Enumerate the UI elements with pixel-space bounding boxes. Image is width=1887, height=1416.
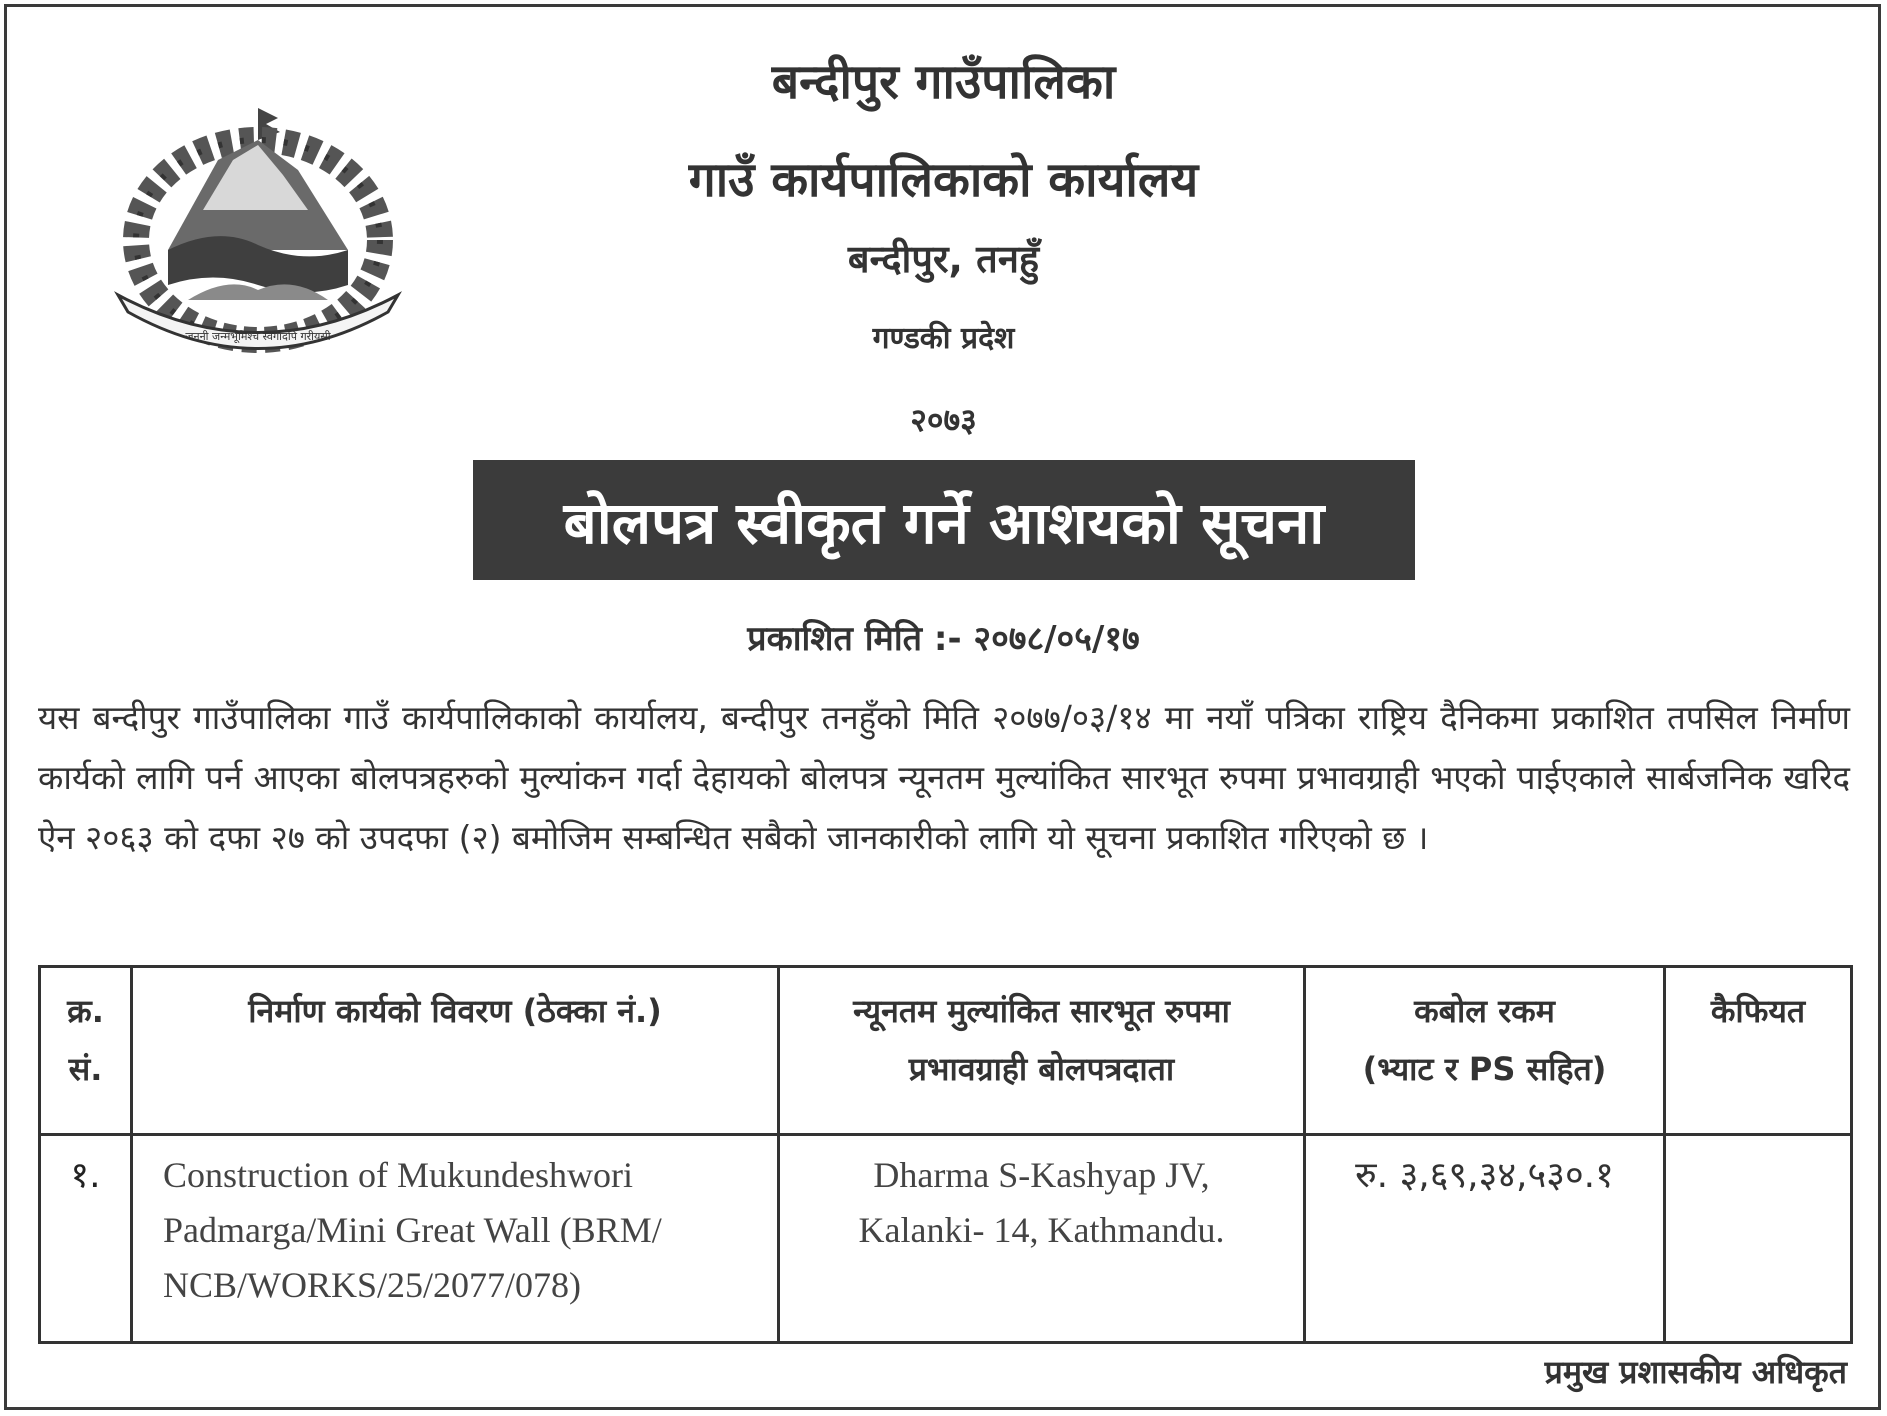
published-date: प्रकाशित मिति :- २०७८/०५/१७ [747, 619, 1140, 659]
office-address: बन्दीपुर, तनहुँ [847, 237, 1040, 281]
bidder-line2: Kalanki- 14, Kathmandu. [858, 1210, 1225, 1250]
table-row [40, 1135, 1852, 1343]
bid-table [38, 965, 1853, 1344]
header-remarks [1665, 967, 1852, 1135]
header-amount [1305, 967, 1665, 1135]
header-bidder-line2: प्रभावग्राही बोलपत्रदाता [908, 1050, 1175, 1088]
header-description [132, 967, 779, 1135]
header-bidder-line1: न्यूनतम मुल्यांकित सारभूत रुपमा [853, 992, 1230, 1030]
notice-title-banner [473, 460, 1415, 580]
cell-serial-number: १. [40, 1135, 132, 1343]
table-header-row [40, 967, 1852, 1135]
bidder-line1: Dharma S-Kashyap JV, [873, 1155, 1210, 1195]
office-name: गाउँ कार्यपालिकाको कार्यालय [688, 152, 1199, 208]
signatory-title: प्रमुख प्रशासकीय अधिकृत [1544, 1353, 1847, 1391]
header-serial-number [40, 967, 132, 1135]
cell-bidder [779, 1135, 1305, 1343]
cell-remarks [1665, 1135, 1852, 1343]
desc-line3: NCB/WORKS/25/2077/078) [163, 1265, 582, 1305]
header-sn-line2: सं. [68, 1050, 103, 1088]
header-amount-line2: (भ्याट र PS सहित) [1362, 1050, 1607, 1088]
municipality-name: बन्दीपुर गाउँपालिका [771, 54, 1116, 110]
established-year: २०७३ [910, 401, 977, 439]
header-amount-line1: कबोल रकम [1414, 992, 1555, 1030]
header-bidder [779, 967, 1305, 1135]
notice-body: यस बन्दीपुर गाउँपालिका गाउँ कार्यपालिकाको कार्यालय, बन्दीपुर तनहुँको मिति २०७७/०३/१४ मा नयाँ पत्रिका राष्ट्रिय दैनिकमा प्रकाशित तपसिल निर्माण कार्यको लागि पर्न आएका बोलपत्रहरुको मुल्यांकन गर्दा देहायको बोलपत्र न्यूनतम मुल्यांकित सारभूत रुपमा प्रभावग्राही भएको पाईएकाले सार्बजनिक खरिद ऐन २०६३ को दफा २७ को उपदफा (२) बमोजिम सम्बन्धित सबैको जानकारीको लागि यो सूचना प्रकाशित गरिएको छ । [38, 698, 1850, 857]
cell-bid-amount: रु. ३,६९,३४,५३०.१ [1305, 1135, 1665, 1343]
desc-line1: Construction of Mukundeshwori [163, 1155, 633, 1195]
province-name: गण्डकी प्रदेश [872, 321, 1015, 356]
emblem-motto: जननी जन्मभूमिश्च स्वर्गादपि गरीयसी [185, 330, 331, 343]
desc-line2: Padmarga/Mini Great Wall (BRM/ [163, 1210, 662, 1250]
header-remarks-label: कैफियत [1710, 992, 1806, 1030]
cell-description [132, 1135, 779, 1343]
header-description-label: निर्माण कार्यको विवरण (ठेक्का नं.) [248, 992, 662, 1030]
notice-title: बोलपत्र स्वीकृत गर्ने आशयको सूचना [563, 488, 1325, 557]
header-sn-line1: क्र. [67, 992, 104, 1030]
